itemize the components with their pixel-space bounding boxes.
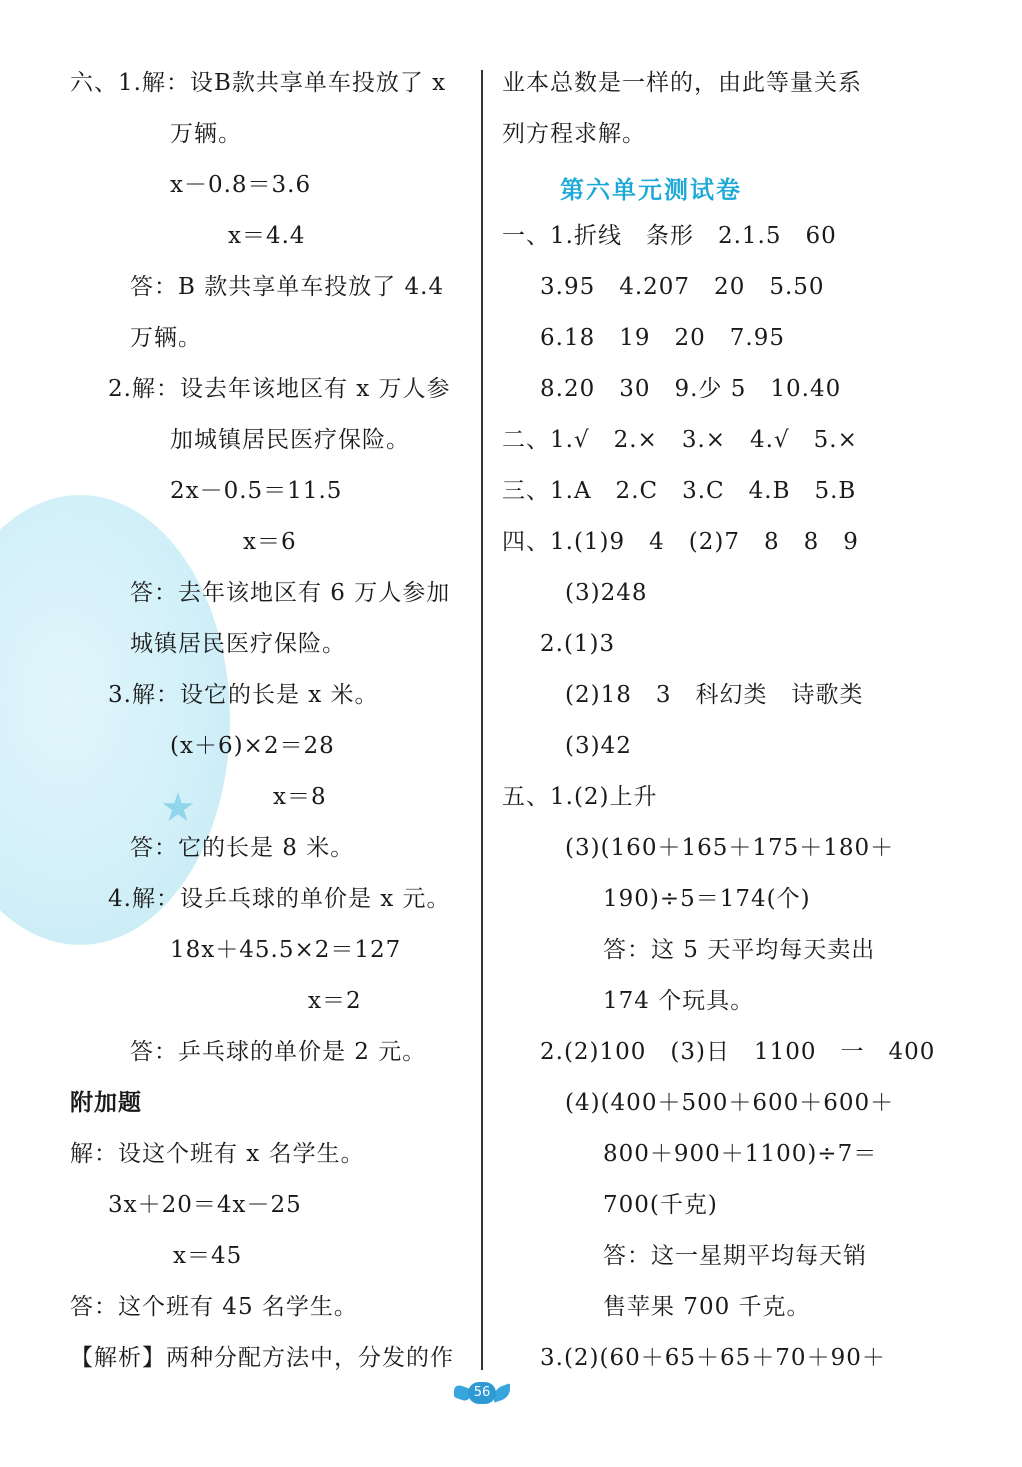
- right-column-line: 190)÷5＝174(个): [603, 886, 811, 912]
- right-column-line: 3.95 4.207 20 5.50: [540, 274, 825, 300]
- left-column-line: 万辆。: [170, 121, 242, 147]
- wing-icon: [494, 1383, 510, 1403]
- page-number-badge: [454, 1380, 510, 1408]
- right-column-line: 3.(2)(60＋65＋65＋70＋90＋: [540, 1345, 886, 1371]
- star-icon: ★: [160, 785, 196, 831]
- right-column-line: 2.(1)3: [540, 631, 616, 657]
- left-column-line: 答：乒乓球的单价是 2 元。: [130, 1039, 427, 1065]
- left-column-line: x＝45: [173, 1243, 243, 1269]
- left-column-line: 加城镇居民医疗保险。: [170, 427, 410, 453]
- right-column-line: (3)(160＋165＋175＋180＋: [565, 835, 895, 861]
- right-column-line: 售苹果 700 千克。: [603, 1294, 811, 1320]
- left-column-line: x＝8: [273, 784, 327, 810]
- left-column-line: 4.解：设乒乓球的单价是 x 元。: [108, 886, 451, 912]
- left-column-line: 2x－0.5＝11.5: [170, 478, 343, 504]
- left-column-line: 答：这个班有 45 名学生。: [70, 1294, 358, 1320]
- left-column-line: 六、1.解：设B款共享单车投放了 x: [70, 70, 447, 96]
- left-column-line: 【解析】两种分配方法中，分发的作: [70, 1345, 454, 1371]
- left-column-line: x＝4.4: [228, 223, 306, 249]
- left-column-line: 城镇居民医疗保险。: [130, 631, 346, 657]
- right-column-line: 2.(2)100 (3)日 1100 一 400: [540, 1039, 936, 1065]
- section-heading: 第六单元测试卷: [560, 176, 742, 204]
- watermark-seal: [0, 495, 230, 945]
- column-divider: [481, 70, 483, 1370]
- left-column-line: x＝6: [243, 529, 297, 555]
- left-column-line: x－0.8＝3.6: [170, 172, 312, 198]
- left-column-line: 3.解：设它的长是 x 米。: [108, 682, 379, 708]
- right-column-line: (3)42: [565, 733, 632, 759]
- right-column-line: (3)248: [565, 580, 648, 606]
- left-column-line: 18x＋45.5×2＝127: [170, 937, 402, 963]
- right-column-line: 三、1.A 2.C 3.C 4.B 5.B: [502, 478, 857, 504]
- right-column-line: (4)(400＋500＋600＋600＋: [565, 1090, 895, 1116]
- left-column-line: x＝2: [308, 988, 362, 1014]
- left-column-line: 答：去年该地区有 6 万人参加: [130, 580, 451, 606]
- right-column-line: 答：这 5 天平均每天卖出: [603, 937, 876, 963]
- right-column-line: 二、1.√ 2.× 3.× 4.√ 5.×: [502, 427, 858, 453]
- page-number: 56: [468, 1382, 496, 1404]
- right-column-line: 业本总数是一样的，由此等量关系: [502, 70, 862, 96]
- right-column-line: 四、1.(1)9 4 (2)7 8 8 9: [502, 529, 859, 555]
- right-column-line: 8.20 30 9.少 5 10.40: [540, 376, 842, 402]
- right-column-line: 一、1.折线 条形 2.1.5 60: [502, 223, 837, 249]
- right-column-line: 列方程求解。: [502, 121, 646, 147]
- right-column-line: 700(千克): [603, 1192, 718, 1218]
- right-column-line: 答：这一星期平均每天销: [603, 1243, 867, 1269]
- right-column-line: (2)18 3 科幻类 诗歌类: [565, 682, 864, 708]
- right-column-line: 6.18 19 20 7.95: [540, 325, 785, 351]
- left-column-line: 2.解：设去年该地区有 x 万人参: [108, 376, 451, 402]
- right-column-line: 五、1.(2)上升: [502, 784, 658, 810]
- right-column-line: 800＋900＋1100)÷7＝: [603, 1141, 878, 1167]
- left-column-line: 答：它的长是 8 米。: [130, 835, 355, 861]
- left-column-line: 万辆。: [130, 325, 202, 351]
- left-column-line: 解：设这个班有 x 名学生。: [70, 1141, 365, 1167]
- left-column-line: 附加题: [70, 1090, 142, 1116]
- right-column-line: 174 个玩具。: [603, 988, 755, 1014]
- left-column-line: 3x＋20＝4x－25: [108, 1192, 302, 1218]
- left-column-line: 答：B 款共享单车投放了 4.4: [130, 274, 445, 300]
- left-column-line: (x＋6)×2＝28: [170, 733, 335, 759]
